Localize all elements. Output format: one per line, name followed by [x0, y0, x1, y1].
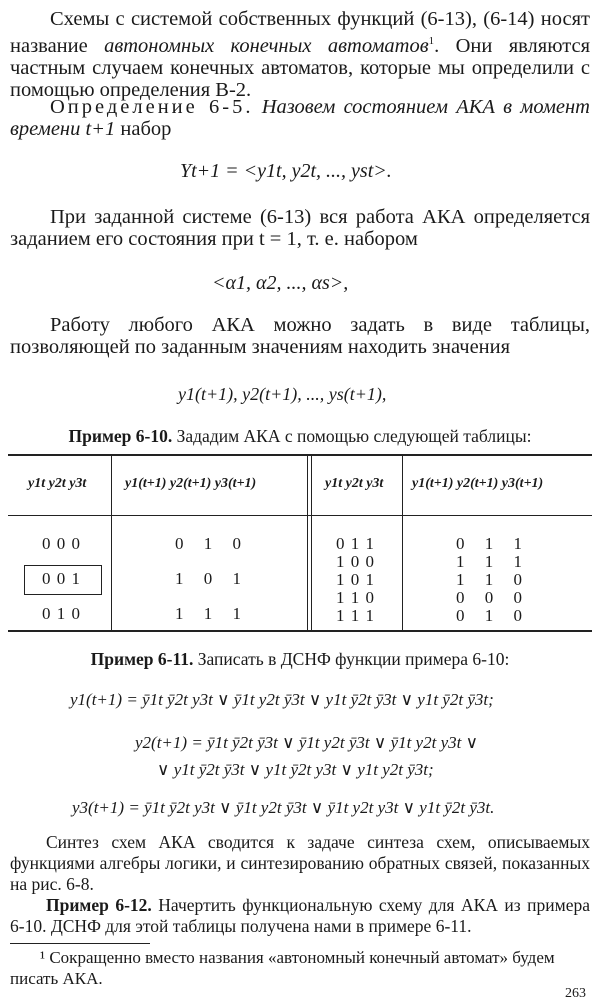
paragraph-synthesis: Синтез схем АКА сводится к задаче синтеза схем, описываемых функциями алгебры логики, и синтезированию обратных связей, показанных на рис. 6-8. [10, 832, 590, 894]
table-cell-state: 1 0 1 [336, 570, 375, 589]
table-vline-1 [111, 455, 112, 630]
table-cell-state: 0 0 0 [42, 534, 81, 553]
page-number: 263 [565, 986, 586, 1001]
table-cell-state: 0 1 0 [42, 604, 81, 623]
formula-state-y: Yt+1 = <y1t, y2t, ..., yst>. [180, 160, 392, 182]
table-cell-next: 0 1 0 [456, 606, 523, 625]
table-vline-3 [311, 455, 312, 630]
footnote: ¹ Сокращенно вместо названия «автономный конечный автомат» будем писать АКА. [10, 948, 555, 988]
table-cell-next: 0 1 1 [456, 534, 523, 553]
equation-y1: y1(t+1) = ȳ1t ȳ2t y3t ∨ ȳ1t y2t ȳ3t ∨ y1t ȳ2t ȳ3t ∨ y1t ȳ2t ȳ3t; [70, 690, 494, 709]
equation-y2-line1: y2(t+1) = ȳ1t ȳ2t ȳ3t ∨ ȳ1t y2t ȳ3t ∨ ȳ1t y2t y3t ∨ [135, 733, 479, 752]
table-cell-state: 0 0 1 [42, 569, 81, 588]
table-top-rule [8, 454, 592, 456]
example-6-11-caption: Пример 6-11. Записать в ДСНФ функции примера 6-10: [90, 649, 510, 669]
formula-alpha: <α1, α2, ..., αs>, [212, 272, 349, 294]
table-cell-state: 1 1 1 [336, 606, 375, 625]
header-next-right: y1(t+1) y2(t+1) y3(t+1) [412, 476, 544, 491]
header-state-left: y1t y2t y3t [28, 476, 87, 491]
table-cell-next: 0 0 0 [456, 588, 523, 607]
table-vline-2 [307, 455, 308, 630]
example-6-12: Пример 6-12. Начертить функциональную схему для АКА из примера 6-10. ДСНФ для этой таблицы получена нами в примере 6-11. [10, 895, 590, 936]
equation-y2-line2: ∨ y1t ȳ2t ȳ3t ∨ y1t ȳ2t y3t ∨ y1t y2t ȳ3t; [157, 760, 434, 779]
paragraph-table-work: Работу любого АКА можно задать в виде таблицы, позволяющей по заданным значениям находить значения [10, 314, 590, 358]
header-next-left: y1(t+1) y2(t+1) y3(t+1) [125, 476, 257, 491]
table-header-rule [8, 515, 592, 516]
table-cell-next: 1 1 0 [456, 570, 523, 589]
footnote-rule [10, 943, 150, 944]
table-vline-4 [402, 455, 403, 630]
table-cell-state: 1 1 0 [336, 588, 375, 607]
formula-y-values: y1(t+1), y2(t+1), ..., ys(t+1), [178, 384, 387, 404]
table-cell-next: 0 1 0 [175, 534, 242, 553]
term-autonomous: автономных конечных автоматов [104, 34, 429, 57]
table-bottom-rule [8, 630, 592, 632]
equation-y3: y3(t+1) = ȳ1t ȳ2t y3t ∨ ȳ1t y2t ȳ3t ∨ ȳ1t y2t y3t ∨ y1t ȳ2t ȳ3t. [72, 798, 495, 817]
table-cell-next: 1 1 1 [175, 604, 242, 623]
definition-6-5: Определение 6-5. Назовем состоянием АКА в момент времени t+1 набор [10, 96, 590, 140]
table-cell-state: 0 1 1 [336, 534, 375, 553]
example-6-10-caption: Пример 6-10. Зададим АКА с помощью следующей таблицы: [68, 426, 532, 446]
paragraph-initial-state: При заданной системе (6-13) вся работа АКА определяется заданием его состояния при t = 1, т. е. набором [10, 206, 590, 250]
table-cell-next: 1 0 1 [175, 569, 242, 588]
table-cell-state: 1 0 0 [336, 552, 375, 571]
paragraph-autonomous: Схемы с системой собственных функций (6-13), (6-14) носят название автономных конечных автоматов$^1$. Они являются частным случаем конечных автоматов, которые мы определили с помощью определения В-2. [10, 8, 590, 101]
header-state-right: y1t y2t y3t [325, 476, 384, 491]
table-cell-next: 1 1 1 [456, 552, 523, 571]
